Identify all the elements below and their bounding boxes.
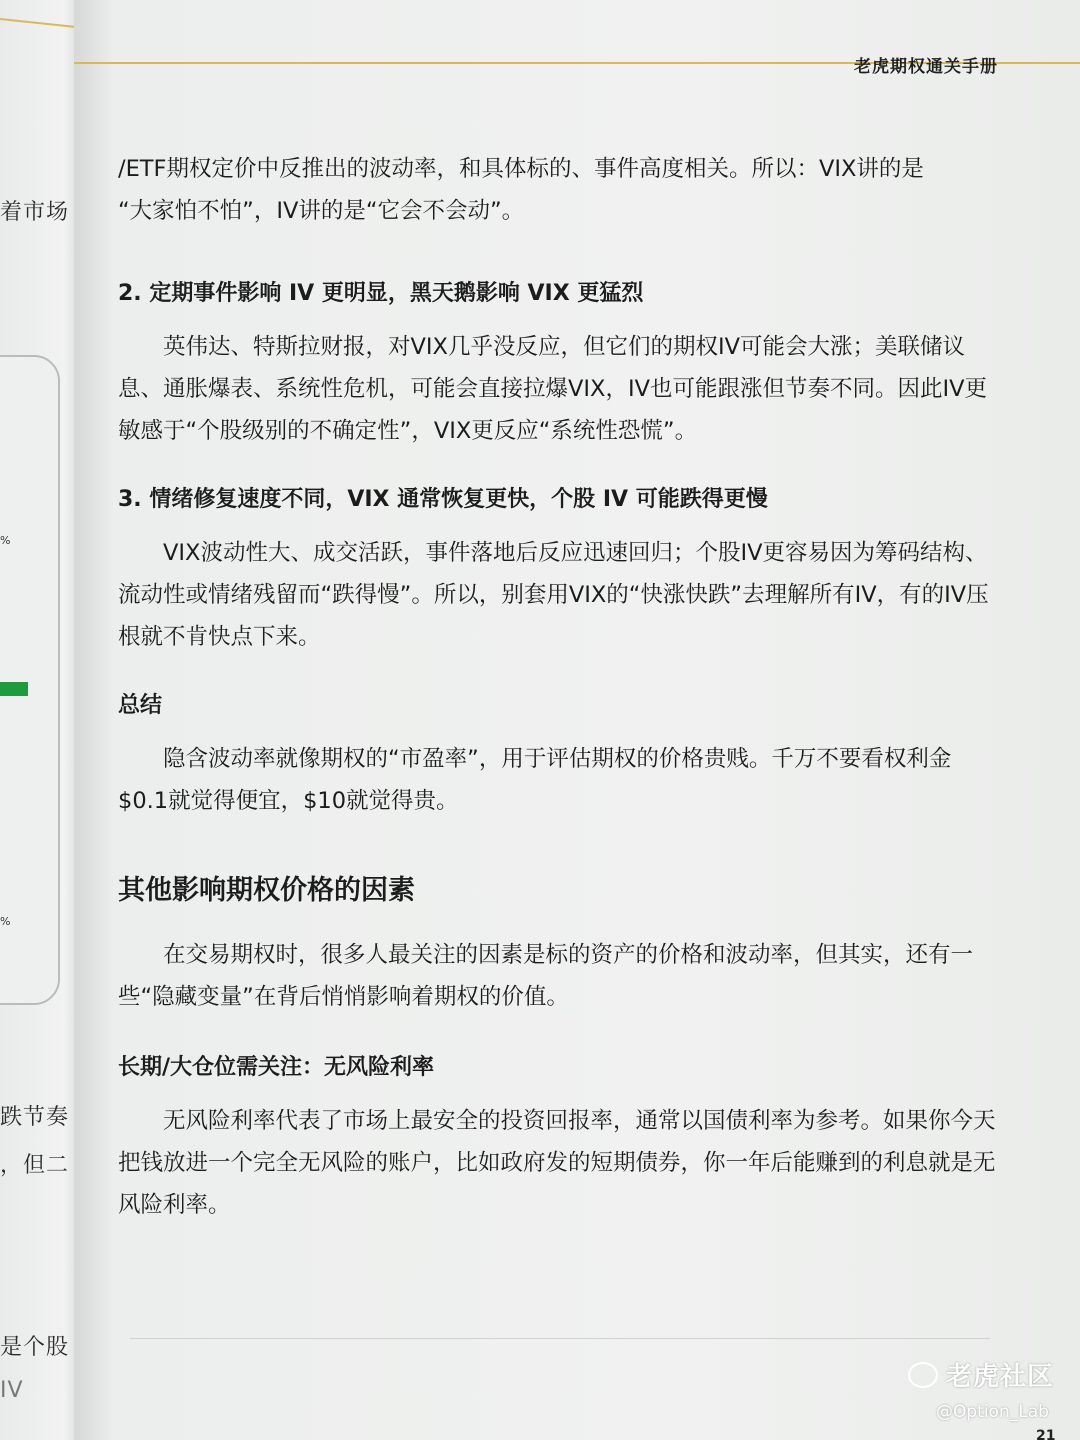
left-page-rule: [0, 18, 80, 28]
summary-heading: 总结: [118, 693, 163, 718]
watermark-brand: [908, 1356, 1054, 1393]
section-body: 在交易期权时，很多人最关注的因素是标的资产的价格和波动率，但其实，还有一些“隐藏变量”在背后悄悄影响着期权的价值。: [118, 942, 974, 1010]
book-page: [74, 0, 1080, 1440]
section-heading: 其他影响期权价格的因素: [118, 875, 415, 906]
left-page-green-bar: [0, 682, 28, 696]
left-page-fragment: IV: [0, 1378, 24, 1403]
left-page-percent: %: [0, 534, 11, 547]
point-3-heading: 3. 情绪修复速度不同，VIX 通常恢复更快，个股 IV 可能跌得更慢: [118, 487, 768, 512]
tiger-logo-icon: [908, 1362, 938, 1388]
watermark-brand-text: 老虎社区: [946, 1362, 1055, 1392]
left-page-card: [0, 355, 60, 1005]
point-2-body: 英伟达、特斯拉财报，对VIX几乎没反应，但它们的期权IV可能会大涨；美联储议息、通胀爆表、系统性危机，可能会直接拉爆VIX，IV也可能跟涨但节奏不同。因此IV更敏感于“个股级别的不确定性”，VIX更反应“系统性恐慌”。: [118, 334, 987, 444]
point-2-heading: 2. 定期事件影响 IV 更明显，黑天鹅影响 VIX 更猛烈: [118, 281, 644, 306]
page-body: [118, 148, 998, 1226]
summary-body: 隐含波动率就像期权的“市盈率”，用于评估期权的价格贵贱。千万不要看权利金$0.1就觉得便宜，$10就觉得贵。: [118, 746, 952, 814]
left-page-fragment: 跌节奏: [0, 1105, 70, 1130]
subsection-heading: 长期/大仓位需关注：无风险利率: [118, 1055, 435, 1080]
point-3-body: VIX波动性大、成交活跃，事件落地后反应迅速回归；个股IV更容易因为筹码结构、流动性或情绪残留而“跌得慢”。所以，别套用VIX的“快涨快跌”去理解所有IV，有的IV压根就不肯快点下来。: [118, 540, 989, 650]
subsection-body: 无风险利率代表了市场上最安全的投资回报率，通常以国债利率为参考。如果你今天把钱放进一个完全无风险的账户，比如政府发的短期债券，你一年后能赚到的利息就是无风险利率。: [118, 1108, 996, 1218]
watermark-handle: @Option_Lab: [936, 1402, 1049, 1422]
running-header: 老虎期权通关手册: [854, 57, 998, 77]
intro-line: /ETF期权定价中反推出的波动率，和具体标的、事件高度相关。所以：VIX讲的是: [118, 156, 924, 182]
intro-line: “大家怕不怕”，IV讲的是“它会不会动”。: [118, 198, 525, 224]
left-page-fragment: 是个股: [0, 1335, 70, 1360]
footnote-area: [130, 1338, 990, 1378]
left-page-fragment: 着市场: [0, 200, 70, 225]
left-page-percent: %: [0, 915, 11, 928]
page-number: 21: [1036, 1428, 1056, 1440]
left-page-fragment: ，但二: [0, 1153, 70, 1178]
